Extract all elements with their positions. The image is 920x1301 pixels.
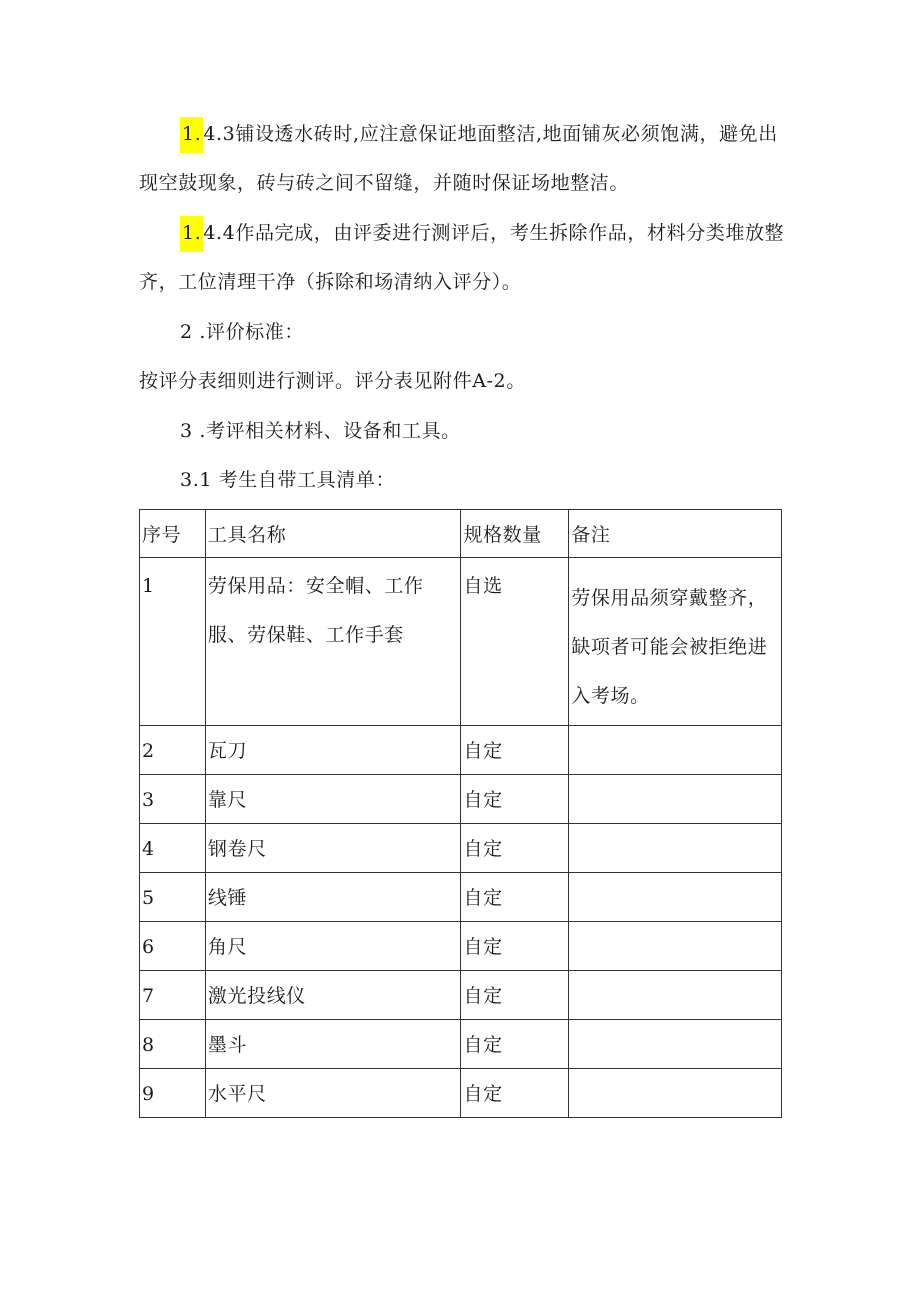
cell-no: 1 — [140, 558, 206, 726]
table-row — [140, 1020, 782, 1069]
cell-note — [569, 873, 782, 922]
table-header-row — [140, 510, 782, 558]
cell-no: 7 — [140, 971, 206, 1020]
tools-table — [139, 509, 782, 1118]
table-row — [140, 922, 782, 971]
section-2-heading: 2 .评价标准： — [180, 321, 304, 343]
paragraph-text: 作品完成，由评委进行测评后，考生拆除作品，材料分类堆放整齐，工位清理干净（拆除和场清纳入评分）。 — [139, 222, 785, 293]
cell-tool-name: 角尺 — [205, 922, 461, 971]
paragraph-1-4-3 — [139, 110, 789, 208]
cell-tool-name: 劳保用品：安全帽、工作服、劳保鞋、工作手套 — [205, 558, 461, 726]
cell-spec: 自定 — [461, 1020, 569, 1069]
section-number: 4.3 — [203, 123, 236, 145]
cell-tool-name: 线锤 — [205, 873, 461, 922]
cell-tool-name: 瓦刀 — [205, 726, 461, 775]
cell-no: 6 — [140, 922, 206, 971]
cell-no: 3 — [140, 775, 206, 824]
cell-note: 劳保用品须穿戴整齐，缺项者可能会被拒绝进入考场。 — [569, 558, 782, 726]
cell-spec: 自定 — [461, 1069, 569, 1118]
table-row — [140, 873, 782, 922]
section-3-heading: 3 .考评相关材料、设备和工具。 — [180, 420, 461, 442]
cell-spec: 自定 — [461, 873, 569, 922]
cell-note — [569, 775, 782, 824]
cell-no: 8 — [140, 1020, 206, 1069]
header-no: 序号 — [140, 510, 206, 558]
section-3-1-heading: 3.1 考生自带工具清单： — [180, 469, 396, 491]
cell-tool-name: 钢卷尺 — [205, 824, 461, 873]
table-row — [140, 824, 782, 873]
cell-no: 4 — [140, 824, 206, 873]
cell-spec: 自定 — [461, 922, 569, 971]
cell-spec: 自定 — [461, 726, 569, 775]
cell-note — [569, 1020, 782, 1069]
cell-tool-name: 墨斗 — [205, 1020, 461, 1069]
paragraph-text: 铺设透水砖时,应注意保证地面整洁,地面铺灰必须饱满，避免出现空鼓现象，砖与砖之间不留缝，并随时保证场地整洁。 — [139, 123, 778, 194]
cell-note — [569, 971, 782, 1020]
cell-no: 9 — [140, 1069, 206, 1118]
cell-spec: 自选 — [461, 558, 569, 726]
cell-tool-name: 激光投线仪 — [205, 971, 461, 1020]
table-row — [140, 558, 782, 726]
highlighted-number: 1. — [180, 216, 203, 252]
header-spec: 规格数量 — [461, 510, 569, 558]
cell-tool-name: 靠尺 — [205, 775, 461, 824]
header-tool-name: 工具名称 — [205, 510, 461, 558]
table-row — [140, 1069, 782, 1118]
cell-spec: 自定 — [461, 824, 569, 873]
cell-spec: 自定 — [461, 971, 569, 1020]
section-number: 4.4 — [203, 222, 236, 244]
cell-note — [569, 1069, 782, 1118]
section-2-text: 按评分表细则进行测评。评分表见附件A-2。 — [139, 370, 526, 392]
cell-spec: 自定 — [461, 775, 569, 824]
table-row — [140, 971, 782, 1020]
cell-note — [569, 922, 782, 971]
cell-note — [569, 726, 782, 775]
paragraph-1-4-4 — [139, 209, 789, 307]
highlighted-number: 1. — [180, 117, 203, 153]
cell-note — [569, 824, 782, 873]
cell-tool-name: 水平尺 — [205, 1069, 461, 1118]
cell-no: 2 — [140, 726, 206, 775]
cell-no: 5 — [140, 873, 206, 922]
table-row — [140, 726, 782, 775]
table-row — [140, 775, 782, 824]
header-note: 备注 — [569, 510, 782, 558]
